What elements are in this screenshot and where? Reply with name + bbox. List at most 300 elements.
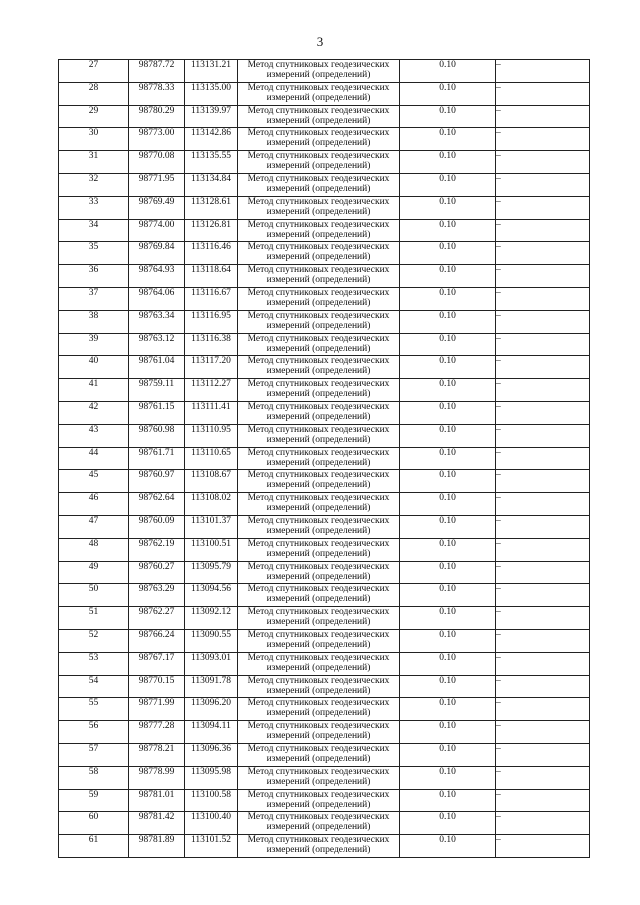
table-row	[59, 265, 590, 288]
point-number-cell: 50	[59, 584, 129, 607]
description-cell: –	[496, 607, 590, 630]
point-number-cell: 31	[59, 151, 129, 174]
x-coordinate-cell: 98760.98	[129, 424, 185, 447]
point-number-cell: 39	[59, 333, 129, 356]
method-cell	[238, 310, 400, 333]
y-coordinate-cell: 113093.01	[185, 652, 238, 675]
method-cell	[238, 766, 400, 789]
method-cell	[238, 60, 400, 83]
x-coordinate-cell: 98778.21	[129, 743, 185, 766]
table-row	[59, 401, 590, 424]
method-line-1: Метод спутниковых геодезических	[247, 105, 390, 116]
method-cell	[238, 493, 400, 516]
point-number-cell: 43	[59, 424, 129, 447]
point-number-cell: 47	[59, 515, 129, 538]
point-number-cell: 41	[59, 379, 129, 402]
method-line-1: Метод спутниковых геодезических	[247, 538, 390, 549]
accuracy-cell: 0.10	[400, 60, 496, 83]
method-line-2: измерений (определений)	[266, 183, 371, 194]
x-coordinate-cell: 98764.93	[129, 265, 185, 288]
x-coordinate-cell: 98781.42	[129, 812, 185, 835]
table-row	[59, 447, 590, 470]
accuracy-cell: 0.10	[400, 424, 496, 447]
description-cell: –	[496, 82, 590, 105]
point-number-cell: 28	[59, 82, 129, 105]
method-line-2: измерений (определений)	[266, 366, 371, 377]
method-cell	[238, 447, 400, 470]
x-coordinate-cell: 98778.99	[129, 766, 185, 789]
x-coordinate-cell: 98760.09	[129, 515, 185, 538]
accuracy-cell: 0.10	[400, 447, 496, 470]
table-row	[59, 333, 590, 356]
table-row	[59, 652, 590, 675]
method-line-1: Метод спутниковых геодезических	[247, 447, 390, 458]
method-line-2: измерений (определений)	[266, 525, 371, 536]
y-coordinate-cell: 113096.36	[185, 743, 238, 766]
method-line-1: Метод спутниковых геодезических	[247, 698, 390, 709]
method-cell	[238, 515, 400, 538]
method-line-1: Метод спутниковых геодезических	[247, 835, 390, 846]
point-number-cell: 36	[59, 265, 129, 288]
method-line-2: измерений (определений)	[266, 480, 371, 491]
method-cell	[238, 607, 400, 630]
description-cell: –	[496, 356, 590, 379]
table-row	[59, 310, 590, 333]
x-coordinate-cell: 98777.28	[129, 721, 185, 744]
method-cell	[238, 424, 400, 447]
accuracy-cell: 0.10	[400, 82, 496, 105]
method-line-1: Метод спутниковых геодезических	[247, 151, 390, 162]
table-row	[59, 584, 590, 607]
description-cell: –	[496, 310, 590, 333]
description-cell: –	[496, 743, 590, 766]
accuracy-cell: 0.10	[400, 515, 496, 538]
y-coordinate-cell: 113111.41	[185, 401, 238, 424]
method-line-2: измерений (определений)	[266, 343, 371, 354]
point-number-cell: 45	[59, 470, 129, 493]
x-coordinate-cell: 98770.08	[129, 151, 185, 174]
y-coordinate-cell: 113116.95	[185, 310, 238, 333]
table-row	[59, 675, 590, 698]
y-coordinate-cell: 113095.98	[185, 766, 238, 789]
y-coordinate-cell: 113116.46	[185, 242, 238, 265]
point-number-cell: 48	[59, 538, 129, 561]
accuracy-cell: 0.10	[400, 584, 496, 607]
method-line-1: Метод спутниковых геодезических	[247, 493, 390, 504]
table-row	[59, 493, 590, 516]
x-coordinate-cell: 98762.19	[129, 538, 185, 561]
method-line-2: измерений (определений)	[266, 138, 371, 149]
method-line-1: Метод спутниковых геодезических	[247, 584, 390, 595]
description-cell: –	[496, 242, 590, 265]
method-line-2: измерений (определений)	[266, 161, 371, 172]
accuracy-cell: 0.10	[400, 675, 496, 698]
y-coordinate-cell: 113112.27	[185, 379, 238, 402]
description-cell: –	[496, 128, 590, 151]
x-coordinate-cell: 98762.27	[129, 607, 185, 630]
x-coordinate-cell: 98760.27	[129, 561, 185, 584]
table-row	[59, 607, 590, 630]
method-line-1: Метод спутниковых геодезических	[247, 675, 390, 686]
y-coordinate-cell: 113101.37	[185, 515, 238, 538]
x-coordinate-cell: 98781.89	[129, 835, 185, 858]
y-coordinate-cell: 113095.79	[185, 561, 238, 584]
description-cell: –	[496, 561, 590, 584]
method-cell	[238, 652, 400, 675]
table-row	[59, 538, 590, 561]
method-line-1: Метод спутниковых геодезических	[247, 470, 390, 481]
description-cell: –	[496, 447, 590, 470]
method-cell	[238, 105, 400, 128]
table-row	[59, 561, 590, 584]
x-coordinate-cell: 98760.97	[129, 470, 185, 493]
table-row	[59, 470, 590, 493]
x-coordinate-cell: 98771.99	[129, 698, 185, 721]
accuracy-cell: 0.10	[400, 812, 496, 835]
method-cell	[238, 721, 400, 744]
method-cell	[238, 379, 400, 402]
method-line-1: Метод спутниковых геодезических	[247, 60, 390, 70]
x-coordinate-cell: 98761.15	[129, 401, 185, 424]
point-number-cell: 35	[59, 242, 129, 265]
description-cell: –	[496, 265, 590, 288]
accuracy-cell: 0.10	[400, 766, 496, 789]
x-coordinate-cell: 98766.24	[129, 629, 185, 652]
method-line-1: Метод спутниковых геодезических	[247, 721, 390, 732]
x-coordinate-cell: 98763.29	[129, 584, 185, 607]
x-coordinate-cell: 98771.95	[129, 173, 185, 196]
accuracy-cell: 0.10	[400, 379, 496, 402]
method-cell	[238, 698, 400, 721]
description-cell: –	[496, 287, 590, 310]
method-line-1: Метод спутниковых геодезических	[247, 219, 390, 230]
method-cell	[238, 287, 400, 310]
x-coordinate-cell: 98778.33	[129, 82, 185, 105]
description-cell: –	[496, 196, 590, 219]
method-line-2: измерений (определений)	[266, 434, 371, 445]
point-number-cell: 30	[59, 128, 129, 151]
method-line-1: Метод спутниковых геодезических	[247, 333, 390, 344]
page-number: 3	[316, 34, 324, 49]
method-line-2: измерений (определений)	[266, 617, 371, 628]
x-coordinate-cell: 98759.11	[129, 379, 185, 402]
method-cell	[238, 356, 400, 379]
method-line-1: Метод спутниковых геодезических	[247, 789, 390, 800]
table-row	[59, 105, 590, 128]
table-row	[59, 196, 590, 219]
table-row	[59, 379, 590, 402]
method-cell	[238, 812, 400, 835]
description-cell: –	[496, 721, 590, 744]
method-cell	[238, 789, 400, 812]
method-line-1: Метод спутниковых геодезических	[247, 356, 390, 367]
method-line-1: Метод спутниковых геодезических	[247, 196, 390, 207]
y-coordinate-cell: 113139.97	[185, 105, 238, 128]
x-coordinate-cell: 98770.15	[129, 675, 185, 698]
method-cell	[238, 265, 400, 288]
description-cell: –	[496, 766, 590, 789]
y-coordinate-cell: 113094.56	[185, 584, 238, 607]
method-line-1: Метод спутниковых геодезических	[247, 173, 390, 184]
description-cell: –	[496, 379, 590, 402]
description-cell: –	[496, 424, 590, 447]
description-cell: –	[496, 151, 590, 174]
accuracy-cell: 0.10	[400, 538, 496, 561]
point-number-cell: 38	[59, 310, 129, 333]
method-cell	[238, 743, 400, 766]
method-line-1: Метод спутниковых геодезических	[247, 629, 390, 640]
description-cell: –	[496, 105, 590, 128]
point-number-cell: 27	[59, 60, 129, 83]
method-line-2: измерений (определений)	[266, 799, 371, 810]
y-coordinate-cell: 113090.55	[185, 629, 238, 652]
table-row	[59, 812, 590, 835]
accuracy-cell: 0.10	[400, 743, 496, 766]
method-cell	[238, 151, 400, 174]
method-cell	[238, 584, 400, 607]
method-line-1: Метод спутниковых геодезических	[247, 310, 390, 321]
table-row	[59, 424, 590, 447]
point-number-cell: 58	[59, 766, 129, 789]
method-line-1: Метод спутниковых геодезических	[247, 242, 390, 253]
method-line-2: измерений (определений)	[266, 92, 371, 103]
y-coordinate-cell: 113092.12	[185, 607, 238, 630]
method-line-1: Метод спутниковых геодезических	[247, 379, 390, 390]
description-cell: –	[496, 470, 590, 493]
method-line-2: измерений (определений)	[266, 685, 371, 696]
method-cell	[238, 538, 400, 561]
table-row	[59, 629, 590, 652]
description-cell: –	[496, 60, 590, 83]
method-line-2: измерений (определений)	[266, 229, 371, 240]
y-coordinate-cell: 113096.20	[185, 698, 238, 721]
point-number-cell: 34	[59, 219, 129, 242]
x-coordinate-cell: 98761.71	[129, 447, 185, 470]
x-coordinate-cell: 98763.12	[129, 333, 185, 356]
table-row	[59, 219, 590, 242]
method-line-2: измерений (определений)	[266, 115, 371, 126]
method-line-2: измерений (определений)	[266, 411, 371, 422]
table-row	[59, 515, 590, 538]
description-cell: –	[496, 401, 590, 424]
y-coordinate-cell: 113118.64	[185, 265, 238, 288]
x-coordinate-cell: 98763.34	[129, 310, 185, 333]
table-row	[59, 242, 590, 265]
method-line-1: Метод спутниковых геодезических	[247, 743, 390, 754]
description-cell: –	[496, 675, 590, 698]
point-number-cell: 54	[59, 675, 129, 698]
table-row	[59, 835, 590, 858]
y-coordinate-cell: 113135.55	[185, 151, 238, 174]
y-coordinate-cell: 113110.95	[185, 424, 238, 447]
accuracy-cell: 0.10	[400, 196, 496, 219]
description-cell: –	[496, 493, 590, 516]
method-line-2: измерений (определений)	[266, 639, 371, 650]
method-line-1: Метод спутниковых геодезических	[247, 287, 390, 298]
method-line-1: Метод спутниковых геодезических	[247, 812, 390, 823]
method-cell	[238, 196, 400, 219]
description-cell: –	[496, 652, 590, 675]
method-line-1: Метод спутниковых геодезических	[247, 401, 390, 412]
description-cell: –	[496, 219, 590, 242]
x-coordinate-cell: 98780.29	[129, 105, 185, 128]
method-cell	[238, 401, 400, 424]
accuracy-cell: 0.10	[400, 173, 496, 196]
method-cell	[238, 835, 400, 858]
method-line-2: измерений (определений)	[266, 776, 371, 787]
method-line-1: Метод спутниковых геодезических	[247, 515, 390, 526]
method-line-2: измерений (определений)	[266, 457, 371, 468]
y-coordinate-cell: 113126.81	[185, 219, 238, 242]
method-line-2: измерений (определений)	[266, 70, 371, 80]
method-line-1: Метод спутниковых геодезических	[247, 561, 390, 572]
method-line-2: измерений (определений)	[266, 708, 371, 719]
table-row	[59, 356, 590, 379]
description-cell: –	[496, 835, 590, 858]
y-coordinate-cell: 113116.67	[185, 287, 238, 310]
accuracy-cell: 0.10	[400, 310, 496, 333]
description-cell: –	[496, 173, 590, 196]
point-number-cell: 59	[59, 789, 129, 812]
y-coordinate-cell: 113100.51	[185, 538, 238, 561]
y-coordinate-cell: 113131.21	[185, 60, 238, 83]
accuracy-cell: 0.10	[400, 356, 496, 379]
y-coordinate-cell: 113142.86	[185, 128, 238, 151]
point-number-cell: 32	[59, 173, 129, 196]
y-coordinate-cell: 113108.02	[185, 493, 238, 516]
method-line-2: измерений (определений)	[266, 753, 371, 764]
method-line-2: измерений (определений)	[266, 594, 371, 605]
method-line-1: Метод спутниковых геодезических	[247, 766, 390, 777]
accuracy-cell: 0.10	[400, 698, 496, 721]
accuracy-cell: 0.10	[400, 789, 496, 812]
x-coordinate-cell: 98761.04	[129, 356, 185, 379]
table-row	[59, 766, 590, 789]
accuracy-cell: 0.10	[400, 652, 496, 675]
y-coordinate-cell: 113108.67	[185, 470, 238, 493]
point-number-cell: 55	[59, 698, 129, 721]
point-number-cell: 57	[59, 743, 129, 766]
x-coordinate-cell: 98762.64	[129, 493, 185, 516]
accuracy-cell: 0.10	[400, 835, 496, 858]
description-cell: –	[496, 538, 590, 561]
y-coordinate-cell: 113094.11	[185, 721, 238, 744]
method-line-2: измерений (определений)	[266, 662, 371, 673]
point-number-cell: 37	[59, 287, 129, 310]
y-coordinate-cell: 113116.38	[185, 333, 238, 356]
point-number-cell: 46	[59, 493, 129, 516]
point-number-cell: 33	[59, 196, 129, 219]
method-line-2: измерений (определений)	[266, 320, 371, 331]
point-number-cell: 60	[59, 812, 129, 835]
y-coordinate-cell: 113091.78	[185, 675, 238, 698]
description-cell: –	[496, 584, 590, 607]
method-line-2: измерений (определений)	[266, 845, 371, 856]
description-cell: –	[496, 333, 590, 356]
description-cell: –	[496, 812, 590, 835]
table-row	[59, 698, 590, 721]
table-row	[59, 287, 590, 310]
description-cell: –	[496, 698, 590, 721]
accuracy-cell: 0.10	[400, 219, 496, 242]
method-cell	[238, 82, 400, 105]
table-row	[59, 173, 590, 196]
description-cell: –	[496, 789, 590, 812]
method-line-1: Метод спутниковых геодезических	[247, 652, 390, 663]
accuracy-cell: 0.10	[400, 287, 496, 310]
method-line-2: измерений (определений)	[266, 731, 371, 742]
method-cell	[238, 629, 400, 652]
method-line-2: измерений (определений)	[266, 548, 371, 559]
point-number-cell: 52	[59, 629, 129, 652]
table-row	[59, 82, 590, 105]
y-coordinate-cell: 113100.40	[185, 812, 238, 835]
x-coordinate-cell: 98769.49	[129, 196, 185, 219]
x-coordinate-cell: 98769.84	[129, 242, 185, 265]
y-coordinate-cell: 113100.58	[185, 789, 238, 812]
table-row	[59, 128, 590, 151]
accuracy-cell: 0.10	[400, 629, 496, 652]
accuracy-cell: 0.10	[400, 128, 496, 151]
x-coordinate-cell: 98767.17	[129, 652, 185, 675]
method-line-1: Метод спутниковых геодезических	[247, 607, 390, 618]
point-number-cell: 51	[59, 607, 129, 630]
y-coordinate-cell: 113128.61	[185, 196, 238, 219]
accuracy-cell: 0.10	[400, 242, 496, 265]
point-number-cell: 61	[59, 835, 129, 858]
method-cell	[238, 242, 400, 265]
coordinates-table-body	[59, 60, 590, 858]
method-cell	[238, 675, 400, 698]
accuracy-cell: 0.10	[400, 401, 496, 424]
coordinates-table	[58, 59, 590, 858]
accuracy-cell: 0.10	[400, 333, 496, 356]
method-line-2: измерений (определений)	[266, 571, 371, 582]
table-row	[59, 151, 590, 174]
x-coordinate-cell: 98764.06	[129, 287, 185, 310]
y-coordinate-cell: 113117.20	[185, 356, 238, 379]
method-line-1: Метод спутниковых геодезических	[247, 265, 390, 276]
accuracy-cell: 0.10	[400, 721, 496, 744]
method-cell	[238, 219, 400, 242]
x-coordinate-cell: 98773.00	[129, 128, 185, 151]
table-row	[59, 721, 590, 744]
method-line-2: измерений (определений)	[266, 252, 371, 263]
method-cell	[238, 173, 400, 196]
x-coordinate-cell: 98787.72	[129, 60, 185, 83]
y-coordinate-cell: 113110.65	[185, 447, 238, 470]
method-line-2: измерений (определений)	[266, 297, 371, 308]
table-row	[59, 789, 590, 812]
point-number-cell: 40	[59, 356, 129, 379]
accuracy-cell: 0.10	[400, 607, 496, 630]
method-line-2: измерений (определений)	[266, 503, 371, 514]
point-number-cell: 29	[59, 105, 129, 128]
point-number-cell: 42	[59, 401, 129, 424]
method-line-2: измерений (определений)	[266, 206, 371, 217]
table-row	[59, 743, 590, 766]
y-coordinate-cell: 113101.52	[185, 835, 238, 858]
point-number-cell: 53	[59, 652, 129, 675]
accuracy-cell: 0.10	[400, 470, 496, 493]
point-number-cell: 44	[59, 447, 129, 470]
accuracy-cell: 0.10	[400, 105, 496, 128]
method-line-2: измерений (определений)	[266, 275, 371, 286]
method-line-1: Метод спутниковых геодезических	[247, 424, 390, 435]
x-coordinate-cell: 98774.00	[129, 219, 185, 242]
method-cell	[238, 128, 400, 151]
description-cell: –	[496, 515, 590, 538]
